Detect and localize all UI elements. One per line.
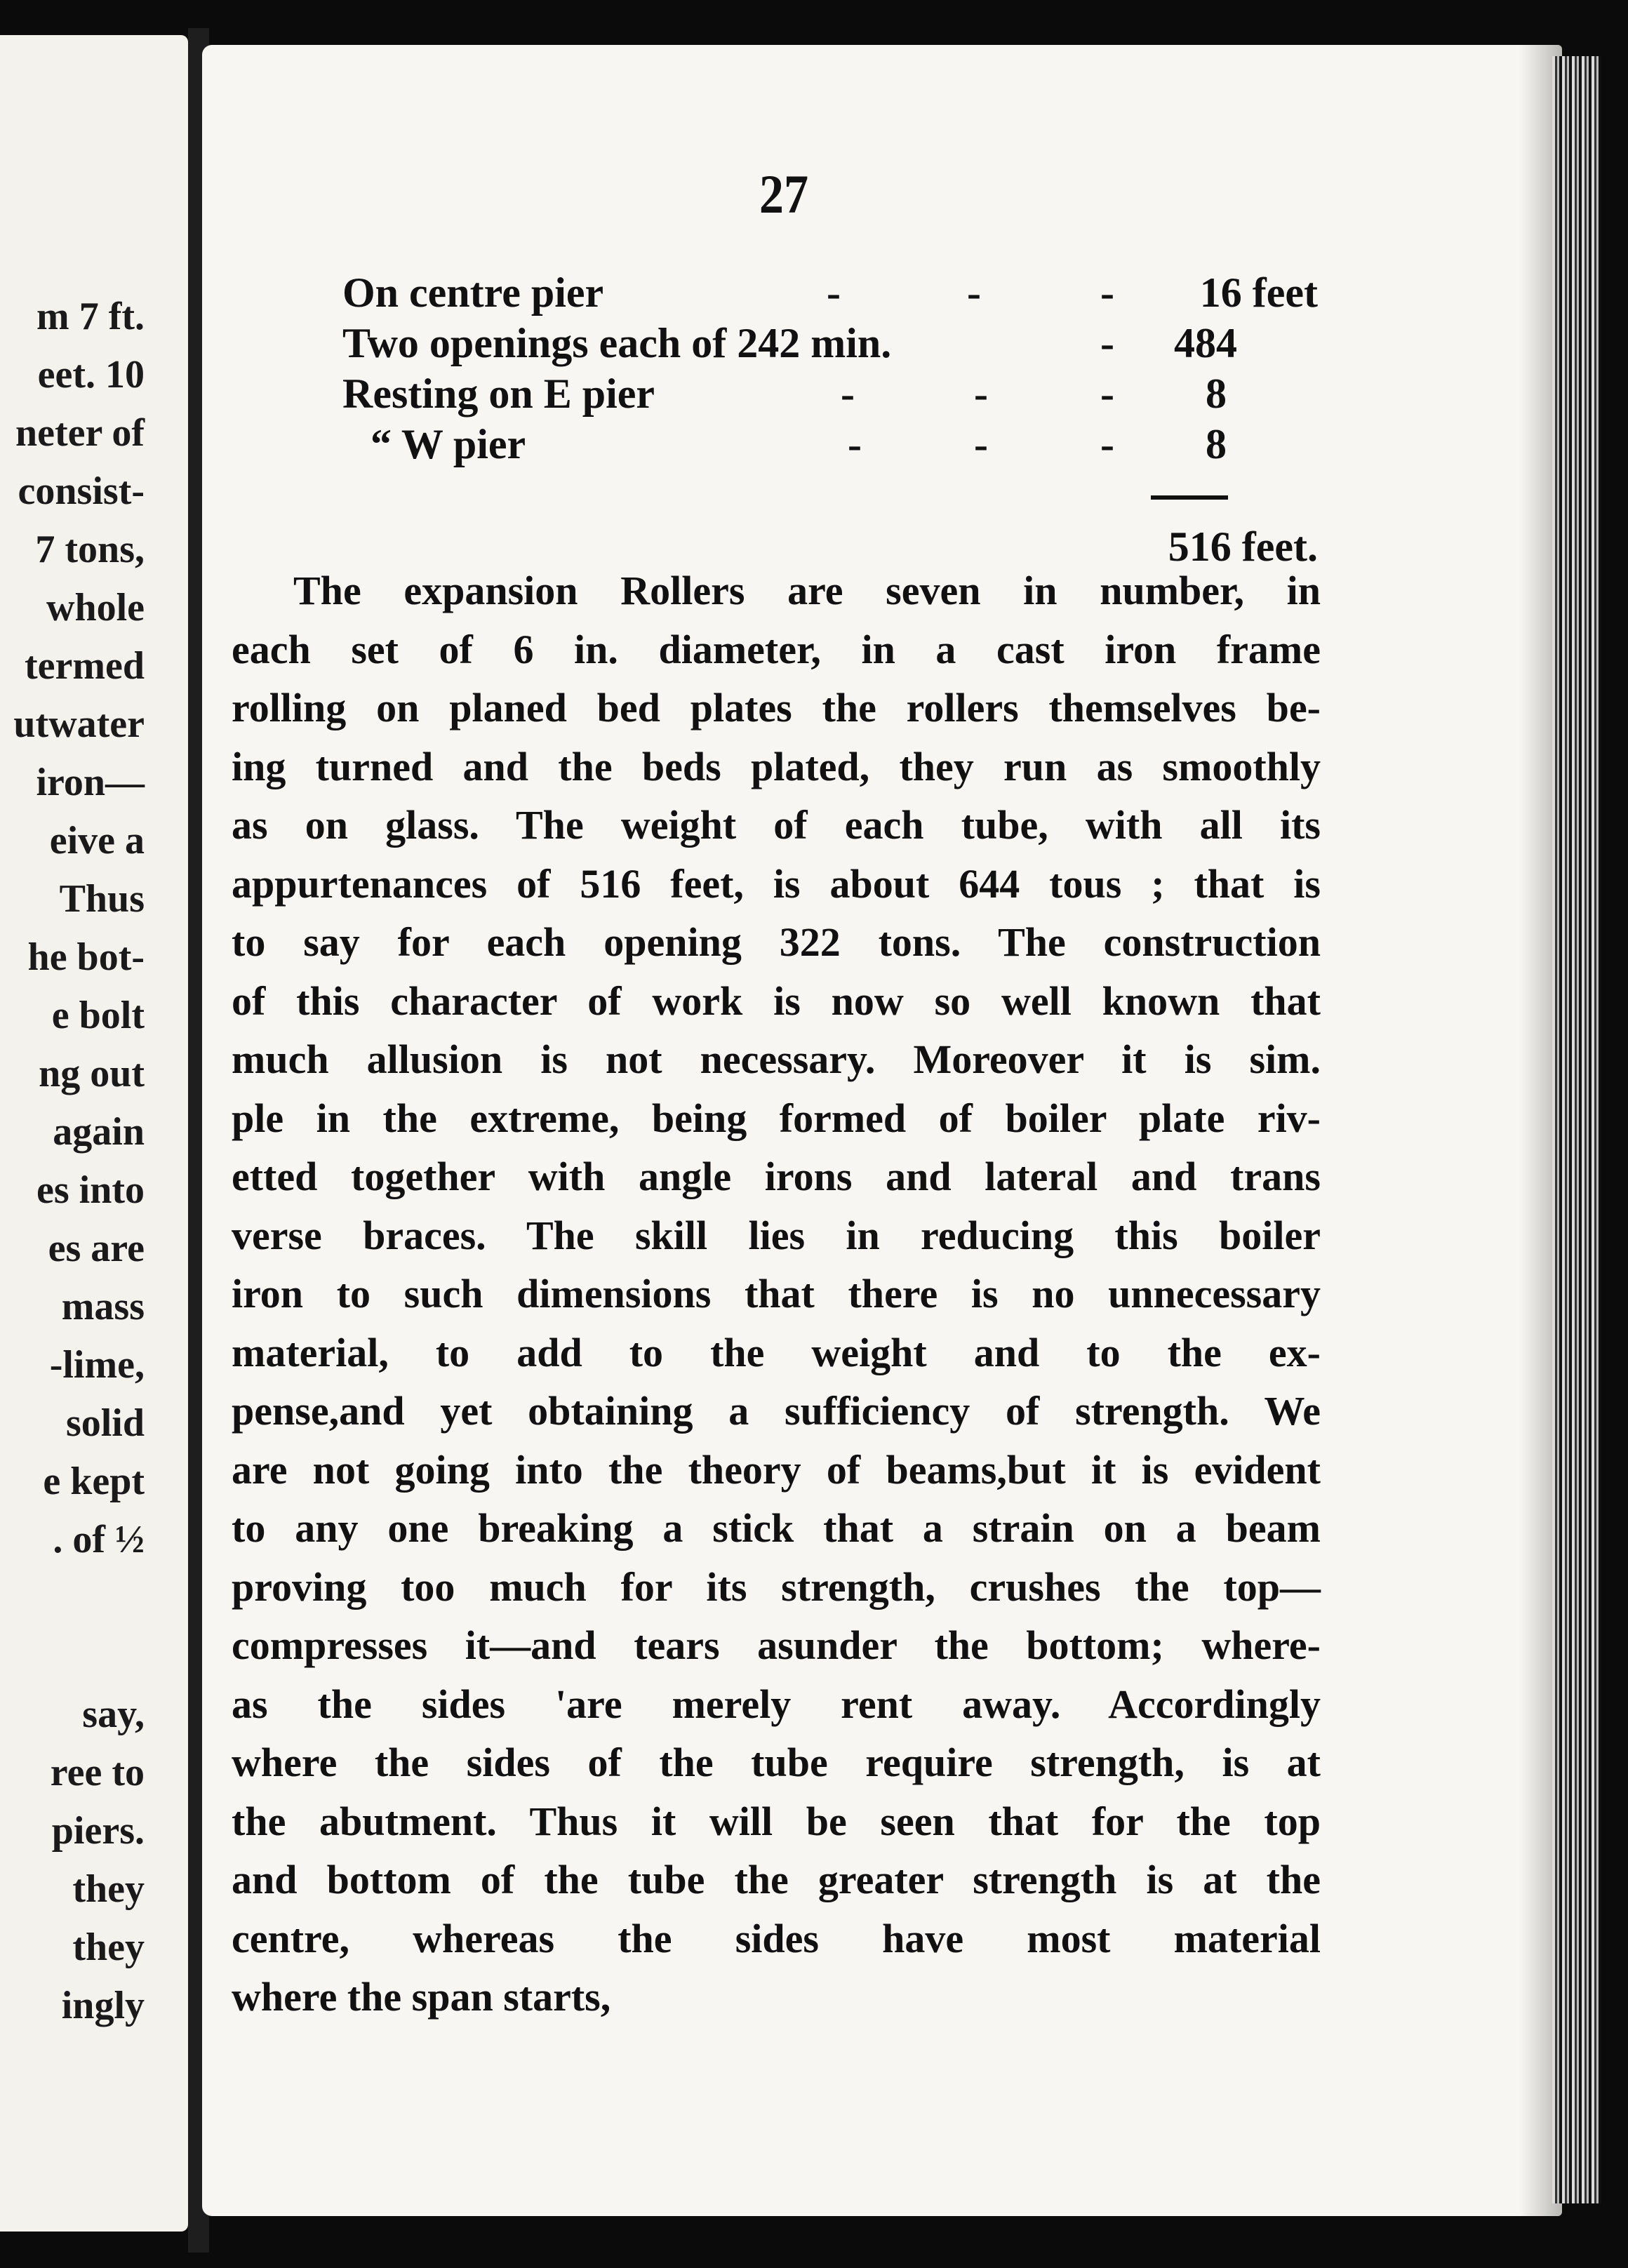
text-line: as the sides 'are merely rent away. Accordingly [232, 1681, 1321, 1727]
left-line [13, 1569, 145, 1627]
text-line: appurtenances of 516 feet, is about 644 tous ; that is [232, 860, 1321, 907]
left-line: ng out [39, 1052, 145, 1095]
left-line: mass [61, 1285, 145, 1328]
leader-dash: - [1100, 269, 1114, 316]
text-line: etted together with angle irons and lateral and trans [232, 1154, 1321, 1199]
left-page [0, 35, 188, 2232]
text-line: the abutment. Thus it will be seen that for the top [232, 1798, 1321, 1844]
left-line: eive a [49, 819, 145, 862]
left-line: e bolt [51, 994, 145, 1037]
left-line: neter of [15, 411, 145, 455]
table-row [342, 317, 1318, 369]
table-row-label: “ W pier [371, 421, 526, 467]
leader-dash: - [974, 371, 988, 417]
left-line [13, 1627, 145, 1686]
body-paragraph [232, 561, 1321, 2027]
table-row-value: 484 [1174, 320, 1237, 366]
left-line: es into [36, 1168, 145, 1212]
text-line: where the span starts, [232, 1974, 611, 2020]
text-line: proving too much for its strength, crushes the top— [232, 1563, 1321, 1610]
text-line: ing turned and the beds plated, they run as smoothly [232, 743, 1321, 789]
left-line: solid [65, 1401, 145, 1445]
table-row [342, 418, 1318, 470]
text-line: to any one breaking a stick that a strain on a beam [232, 1505, 1321, 1551]
left-line: m 7 ft. [36, 295, 145, 338]
leader-dash: - [841, 371, 855, 417]
text-line: and bottom of the tube the greater strength is at the [232, 1857, 1321, 1902]
left-line: eet. 10 [37, 353, 145, 396]
leader-dash: - [1100, 371, 1114, 417]
text-line: are not going into the theory of beams,but it is evident [232, 1446, 1321, 1493]
text-line: to say for each opening 322 tons. The construction [232, 919, 1321, 965]
table-row [342, 267, 1318, 319]
text-line: each set of 6 in. diameter, in a cast iron frame [232, 626, 1321, 672]
left-line: piers. [51, 1809, 145, 1853]
left-line: . of ½ [53, 1518, 145, 1561]
left-line: ree to [50, 1751, 145, 1794]
left-line: consist- [18, 469, 145, 513]
text-line: rolling on planed bed plates the rollers themselves be- [232, 685, 1321, 731]
left-line: ingly [61, 1984, 145, 2027]
table-row-label: On centre pier [342, 269, 604, 316]
left-line: utwater [13, 702, 145, 746]
table-row-value: 8 [1206, 371, 1227, 417]
text-line: where the sides of the tube require strength, is at [232, 1740, 1321, 1785]
left-line: whole [46, 586, 145, 629]
left-line: Thus [59, 877, 145, 921]
text-line: ple in the extreme, being formed of boiler plate riv- [232, 1095, 1321, 1141]
text-line: pense,and yet obtaining a sufficiency of strength. We [232, 1388, 1321, 1434]
left-line: again [53, 1110, 145, 1154]
left-line: they [72, 1867, 145, 1911]
leader-dash: - [967, 269, 981, 316]
text-line: verse braces. The skill lies in reducing this boiler [232, 1212, 1321, 1258]
text-line: The expansion Rollers are seven in number, in [293, 568, 1321, 613]
page-stack-edge [1552, 56, 1601, 2203]
text-line: as on glass. The weight of each tube, with all its [232, 802, 1321, 848]
left-line: he bot- [27, 935, 145, 979]
left-line: iron— [36, 761, 145, 804]
left-line: they [72, 1926, 145, 1969]
table-row-value: 8 [1206, 421, 1227, 467]
left-line: e kept [43, 1460, 145, 1503]
left-line: es are [48, 1227, 145, 1270]
text-line: centre, whereas the sides have most material [232, 1915, 1321, 1961]
left-line: -lime, [49, 1343, 145, 1387]
sum-rule [1151, 495, 1228, 500]
table-row-value: 16 feet [1199, 269, 1318, 316]
table-total: 516 feet. [1168, 523, 1318, 570]
text-line: of this character of work is now so well known that [232, 978, 1321, 1024]
text-line: compresses it—and tears asunder the bottom; where- [232, 1622, 1321, 1668]
leader-dash: - [1100, 320, 1114, 366]
leader-dash: - [827, 269, 841, 316]
leader-dash: - [848, 421, 862, 467]
text-line: much allusion is not necessary. Moreover it is sim. [232, 1036, 1321, 1082]
table-row-label: Resting on E pier [342, 371, 655, 417]
table-row-label: Two openings each of 242 min. [342, 320, 892, 366]
leader-dash: - [1100, 421, 1114, 467]
left-line: termed [24, 644, 145, 688]
left-page-text [13, 288, 145, 2035]
left-line: say, [82, 1693, 145, 1736]
text-line: iron to such dimensions that there is no unnecessary [232, 1271, 1321, 1316]
leader-dash: - [974, 421, 988, 467]
page-number: 27 [759, 164, 809, 225]
left-line: 7 tons, [35, 528, 145, 571]
text-line: material, to add to the weight and to the ex- [232, 1329, 1321, 1375]
table-row [342, 368, 1318, 420]
